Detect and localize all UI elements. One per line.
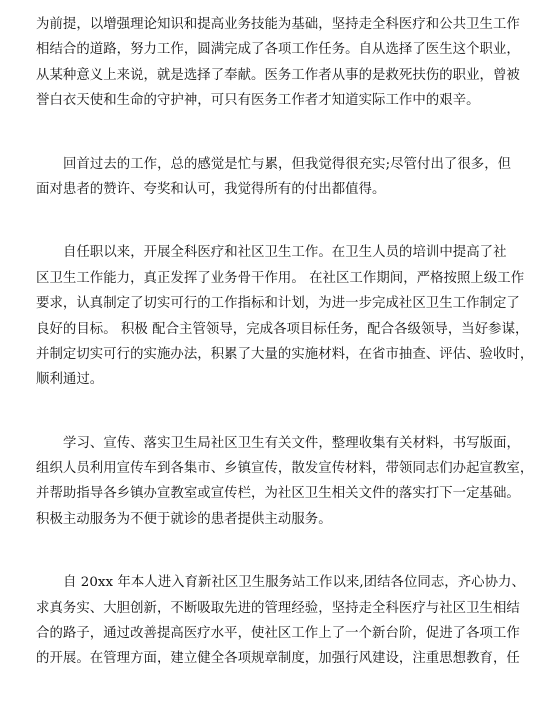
text-line: 相结合的道路，努力工作，圆满完成了各项工作任务。自从选择了医生这个职业，	[36, 42, 520, 58]
text-line: 求真务实、大胆创新，不断吸取先进的管理经验，坚持走全科医疗与社区卫生相结	[36, 600, 520, 616]
text-line: 积极主动服务为不便于就诊的患者提供主动服务。	[36, 511, 332, 527]
text-line: 组织人员利用宣传车到各集市、乡镇宣传，散发宣传材料，带领同志们办起宣教室，	[36, 461, 533, 477]
text-line: 面对患者的赞许、夸奖和认可，我觉得所有的付出都值得。	[36, 181, 386, 197]
document-page	[36, 12, 533, 710]
text-line: 顺利通过。	[36, 372, 104, 388]
paragraph-5	[36, 570, 525, 672]
text-line: 良好的目标。 积极 配合主管领导，完成各项目标任务，配合各级领导，当好参谋，	[36, 321, 529, 337]
text-line: 区卫生工作能力，真正发挥了业务骨干作用。 在社区工作期间，严格按照上级工作	[36, 270, 525, 286]
text-line: 合的路子，通过改善提高医疗水平，使社区工作上了一个新台阶，促进了各项工作	[36, 626, 520, 642]
paragraph-1	[36, 12, 520, 114]
text-line: 并帮助指导各乡镇办宣教室或宣传栏，为社区卫生相关文件的落实打下一定基础。	[36, 486, 520, 502]
text-line: 为前提，以增强理论知识和提高业务技能为基础，坚持走全科医疗和公共卫生工作	[36, 17, 520, 32]
text-line: 回首过去的工作，总的感觉是忙与累，但我觉得很充实;尽管付出了很多，但	[63, 156, 512, 172]
text-line: 自 20xx 年本人进入育新社区卫生服务站工作以来,团结各位同志，齐心协力、	[63, 575, 525, 591]
text-line: 的开展。在管理方面，建立健全各项规章制度，加强行风建设，注重思想教育，任	[36, 651, 520, 667]
text-line: 从某种意义上来说，就是选择了奉献。医务工作者从事的是救死扶伤的职业，曾被	[36, 67, 520, 83]
paragraph-3	[36, 240, 533, 392]
paragraph-2	[36, 152, 512, 203]
text-line: 学习、宣传、落实卫生局社区卫生有关文件，整理收集有关材料，书写版面，	[63, 435, 520, 451]
text-line: 要求，认真制定了切实可行的工作指标和计划，为进一步完成社区卫生工作制定了	[36, 296, 520, 312]
text-line: 并制定切实可行的实施办法，积累了大量的实施材料，在省市抽查、评估、验收时，	[36, 346, 533, 362]
text-line: 自任职以来，开展全科医疗和社区卫生工作。在卫生人员的培训中提高了社	[63, 245, 507, 261]
text-line: 誉白衣天使和生命的守护神，可只有医务工作者才知道实际工作中的艰辛。	[36, 93, 480, 109]
paragraph-4	[36, 431, 533, 533]
